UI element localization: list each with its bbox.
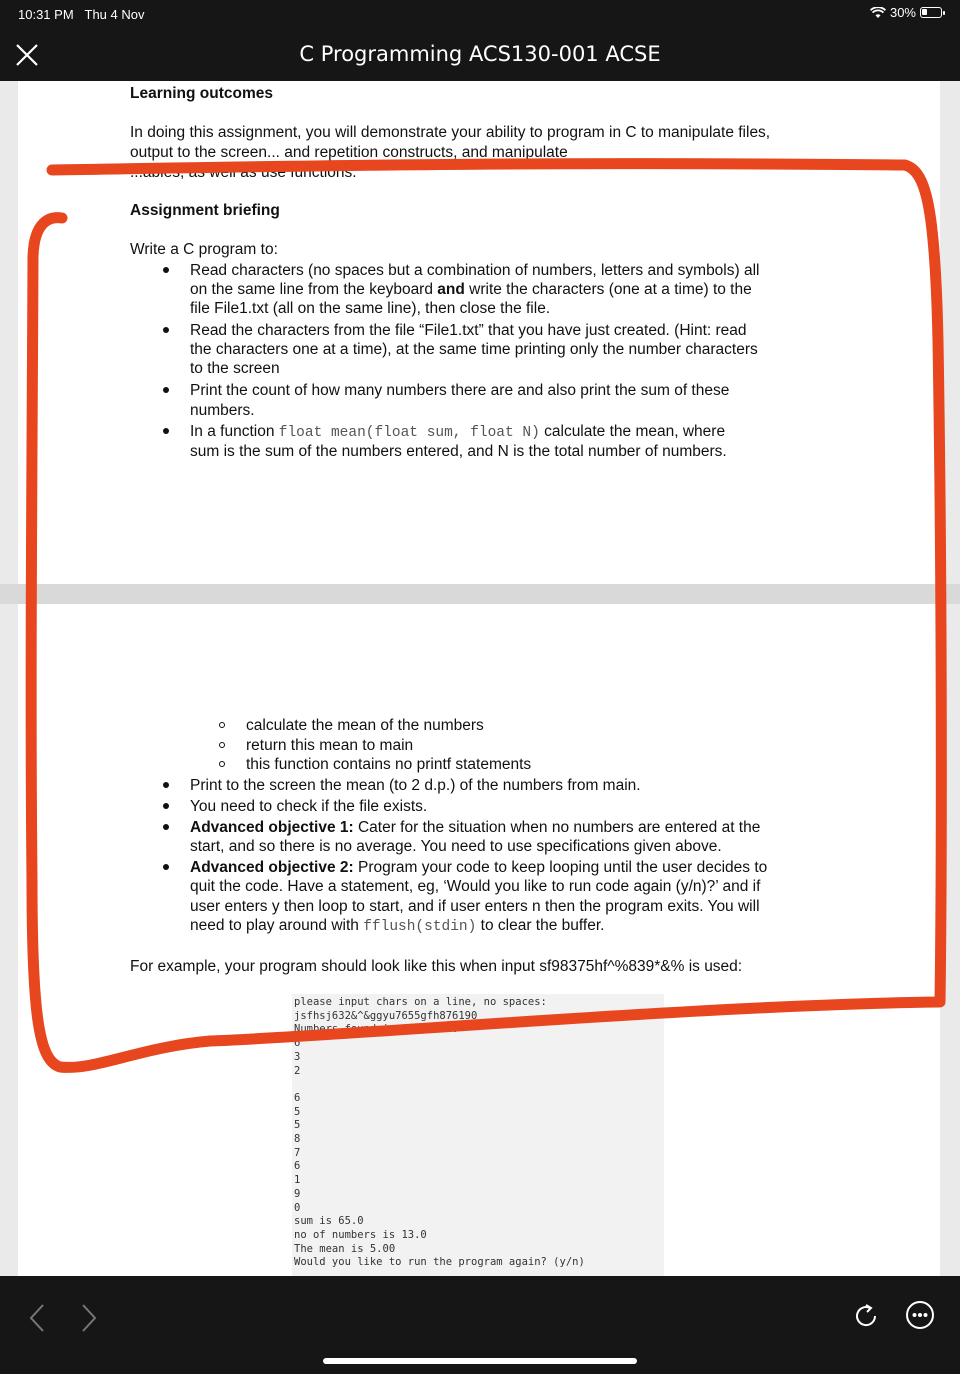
bullet-4-line-2: sum is the sum of the numbers entered, and N is the total number of numbers. — [190, 443, 727, 460]
console-line: 1 — [294, 1174, 301, 1187]
chevron-left-icon[interactable] — [28, 1303, 46, 1333]
bullet-6: You need to check if the file exists. — [190, 798, 428, 815]
console-line: 6 — [294, 1160, 301, 1173]
sub-bullet-circle — [219, 761, 225, 767]
bullet-1-line-2: on the same line from the keyboard and write the characters (one at a time) to the — [190, 281, 752, 298]
console-line: 2 — [294, 1064, 301, 1077]
bullet-dot — [163, 782, 169, 788]
bullet-dot — [163, 824, 169, 830]
sub-bullet-3: this function contains no printf statements — [246, 756, 532, 773]
battery-fill — [922, 9, 927, 15]
bullet-2-line-3: to the screen — [190, 360, 280, 377]
battery-icon — [920, 7, 942, 18]
console-line: Would you like to run the program again? (y/n) — [294, 1256, 585, 1269]
bullet-dot — [163, 267, 169, 273]
wifi-icon — [870, 7, 886, 19]
learning-outcomes-line-1: In doing this assignment, you will demonstrate your ability to program in C to manipulate files, — [130, 124, 771, 141]
document-viewer[interactable] — [0, 81, 960, 1276]
bullet-7-line-1: Advanced objective 1: Cater for the situation when no numbers are entered at the — [190, 819, 761, 836]
bullet-3-line-1: Print the count of how many numbers there are and also print the sum of these — [190, 382, 730, 399]
console-line: 8 — [294, 1133, 301, 1146]
bullet-dot — [163, 428, 169, 434]
home-indicator[interactable] — [323, 1358, 637, 1364]
bullet-7-line-2: start, and so there is no average. You need to use specifications given above. — [190, 838, 722, 855]
sub-bullet-2: return this mean to main — [246, 737, 414, 754]
chevron-right-icon[interactable] — [80, 1303, 98, 1333]
console-line: The mean is 5.00 — [294, 1242, 396, 1255]
console-line: no of numbers is 13.0 — [294, 1228, 427, 1241]
console-line — [294, 1078, 662, 1092]
console-line: 6 — [294, 1037, 301, 1050]
sub-bullet-circle — [219, 742, 225, 748]
battery-percent: 30% — [889, 5, 916, 20]
example-line: For example, your program should look like this when input sf98375hf^%839*&% is used: — [130, 958, 743, 975]
console-line: Numbers found in the line: — [294, 1023, 459, 1036]
console-line: 6 — [294, 1091, 301, 1104]
console-line: 7 — [294, 1146, 301, 1159]
title-bar — [0, 28, 960, 81]
bullet-dot — [163, 387, 169, 393]
bullet-3-line-2: numbers. — [190, 402, 255, 419]
bullet-2-line-1: Read the characters from the file “File1.txt” that you have just created. (Hint: read — [190, 322, 747, 339]
more-icon[interactable] — [905, 1300, 935, 1330]
console-line: 3 — [294, 1050, 301, 1063]
bullet-8-line-2: quit the code. Have a statement, eg, ‘Would you like to run code again (y/n)?’ and if — [190, 878, 761, 895]
console-line: 0 — [294, 1201, 301, 1214]
learning-outcomes-line-3: ...ables, as well as use functions. — [130, 164, 357, 181]
bullet-dot — [163, 864, 169, 870]
bullet-8-line-4: need to play around with fflush(stdin) to clear the buffer. — [190, 917, 605, 935]
status-bar — [0, 0, 960, 28]
console-line: jsfhsj632&^&ggyu7655gfh876190 — [294, 1009, 478, 1022]
page-title: C Programming ACS130-001 ACSE — [299, 42, 661, 66]
bullet-8-line-1: Advanced objective 2: Program your code to keep looping until the user decides to — [190, 859, 768, 876]
briefing-intro: Write a C program to: — [130, 241, 278, 258]
page-separator — [0, 584, 960, 604]
bullet-2-line-2: the characters one at a time), at the same time printing only the number characters — [190, 341, 758, 358]
status-time: 10:31 PM Thu 4 Nov — [18, 7, 145, 22]
console-line: please input chars on a line, no spaces: — [294, 996, 547, 1008]
refresh-icon[interactable] — [852, 1302, 880, 1330]
sub-bullet-circle — [219, 722, 225, 728]
sub-bullet-1: calculate the mean of the numbers — [246, 717, 484, 734]
console-line: 5 — [294, 1105, 301, 1118]
status-indicators — [870, 5, 942, 20]
bullet-5: Print to the screen the mean (to 2 d.p.) of the numbers from main. — [190, 777, 641, 794]
bullet-dot — [163, 327, 169, 333]
console-line: sum is 65.0 — [294, 1215, 364, 1228]
bullet-dot — [163, 803, 169, 809]
bullet-1-line-3: file File1.txt (all on the same line), then close the file. — [190, 300, 551, 317]
bullet-8-line-3: user enters y then loop to start, and if user enters n then the program exits. You will — [190, 898, 760, 915]
learning-outcomes-line-2: output to the screen... and repetition constructs, and manipulate — [130, 144, 568, 161]
assignment-briefing-heading: Assignment briefing — [130, 202, 280, 219]
bullet-1-line-1: Read characters (no spaces but a combination of numbers, letters and symbols) all — [190, 262, 760, 279]
bullet-4-line-1: In a function float mean(float sum, float N) calculate the mean, where — [190, 423, 726, 441]
console-output — [292, 994, 664, 1276]
console-line: 5 — [294, 1119, 301, 1132]
learning-outcomes-heading: Learning outcomes — [130, 85, 273, 102]
console-line: 9 — [294, 1187, 301, 1200]
